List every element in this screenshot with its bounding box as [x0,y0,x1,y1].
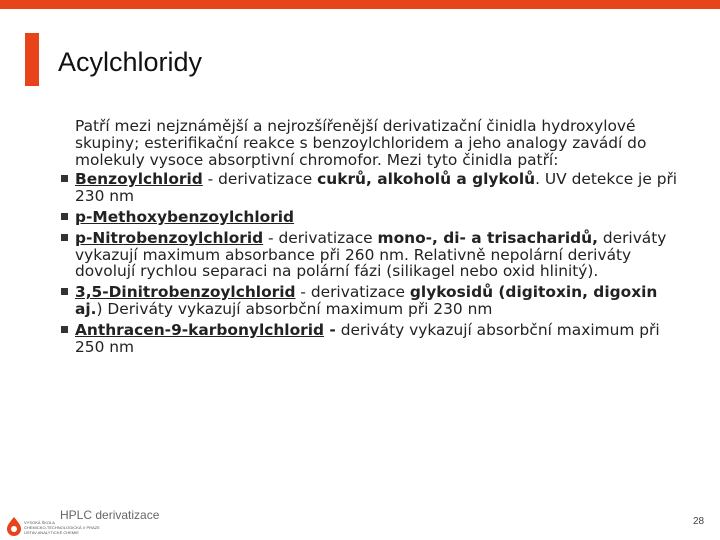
item-text: - derivatizace [202,170,318,189]
university-logo-icon [6,516,22,536]
logo-line: VYSOKÁ ŠKOLA [24,520,55,525]
logo-line: CHEMICKO-TECHNOLOGICKÁ V PRAZE [24,525,100,530]
list-item [75,171,685,205]
university-logo-text [24,520,124,535]
item-bold-text: mono-, di- a trisacharidů, [377,228,598,247]
list-item [75,209,685,226]
slide-title: Acylchloridy [58,47,203,77]
reagent-name: p-Methoxybenzoylchlorid [75,207,295,226]
list-item [75,230,685,280]
item-bold-text: cukrů, alkoholů a glykolů [317,170,536,189]
item-text: - derivatizace [295,283,410,302]
list-item [75,322,685,356]
bullet-square-icon [61,288,68,295]
reagent-name: Benzoylchlorid [75,170,203,189]
slide-content [75,118,685,359]
item-text: deriváty vykazují maximum absorbance při 260 nm. Relativně nepolární deriváty dovolují rychlou separaci na polární fázi (silikagel nebo oxid hlinitý). [75,228,667,281]
item-text: deriváty vykazují absorbční maximum při 250 nm [75,320,660,356]
reagent-name: 3,5-Dinitrobenzoylchlorid [75,283,296,302]
reagent-name: p-Nitrobenzoylchlorid [75,228,264,247]
item-text: ) Deriváty vykazují absorbční maximum při 230 nm [96,299,493,318]
reagent-name: Anthracen-9-karbonylchlorid [75,320,325,339]
reagent-list [75,171,685,355]
bullet-square-icon [61,175,68,182]
footer-label: HPLC derivatizace [60,508,160,522]
bullet-square-icon [61,326,68,333]
item-text: . UV detekce je při 230 nm [75,170,678,206]
bullet-square-icon [61,234,68,241]
item-bold-text: - [324,320,336,339]
title-accent-bar [25,33,39,86]
bullet-square-icon [61,213,68,220]
top-accent-bar [0,0,720,9]
item-bold-text: glykosidů (digitoxin, digoxin aj. [75,283,658,318]
page-number: 28 [693,516,705,527]
item-text: - derivatizace [263,228,378,247]
logo-line: ÚSTAV ANALYTICKÉ CHEMIE [24,530,79,535]
intro-paragraph: Patří mezi nejznámější a nejrozšířenější derivatizační činidla hydroxylové skupiny; esterifikační reakce s benzoylchloridem a jeho analogy zavádí do molekuly vysoce absorptivní chromofor. Mezi tyto činidla patří: [75,117,647,169]
list-item [75,284,685,318]
